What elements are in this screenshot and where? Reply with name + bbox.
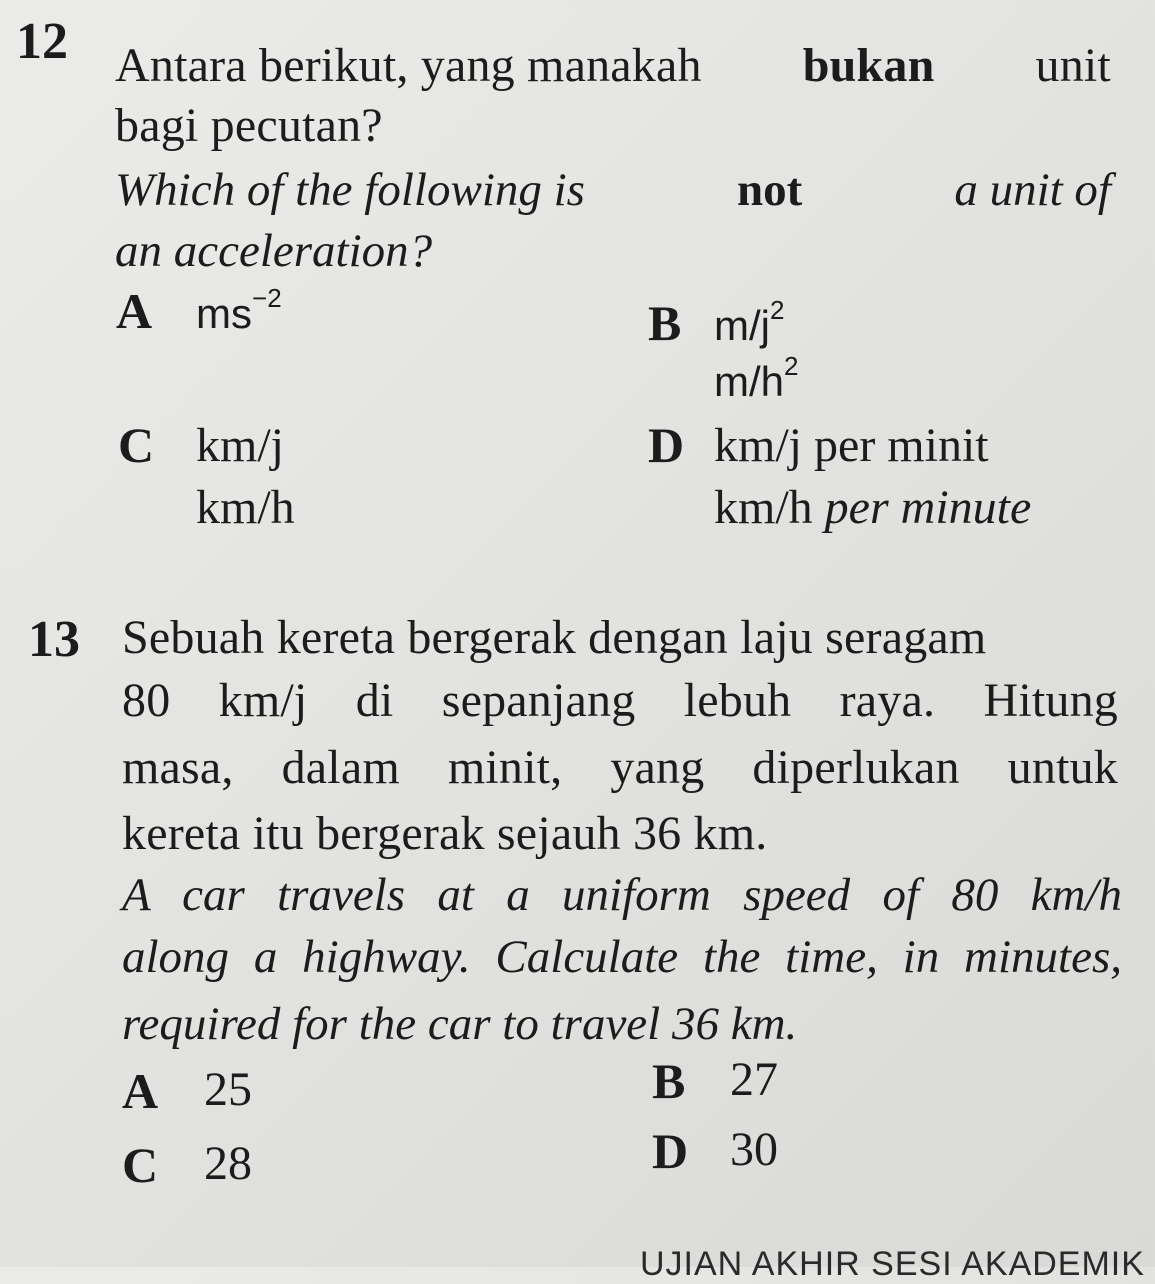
q12-en-text-post: a unit of xyxy=(954,164,1111,216)
question-12-malay-line-1 xyxy=(115,38,1111,93)
q12-option-d-malay: km/j per minit xyxy=(714,419,989,472)
q12-option-a-base: ms xyxy=(196,290,252,337)
q12-option-b-en-base: m/h xyxy=(714,358,785,405)
question-13-english-line-3: required for the car to travel 36 km. xyxy=(122,998,798,1050)
q12-option-b-letter: B xyxy=(648,295,682,351)
q13-option-c-value: 28 xyxy=(204,1137,252,1190)
exam-footer: UJIAN AKHIR SESI AKADEMIK xyxy=(640,1245,1145,1283)
question-12-malay-line-2: bagi pecutan? xyxy=(115,99,383,152)
q12-en-emphasis: not xyxy=(737,164,803,216)
question-13-malay-line-1 xyxy=(122,610,1118,665)
q12-option-c-english: km/h xyxy=(196,481,295,534)
q12-option-a-exponent: −2 xyxy=(252,283,282,314)
q13-option-a-letter: A xyxy=(122,1063,159,1119)
q13-option-b-letter: B xyxy=(652,1053,686,1109)
question-12-english-line-2: an acceleration? xyxy=(115,225,433,277)
q12-ms-emphasis: bukan xyxy=(802,39,935,92)
question-13-malay-line-3: masa, dalam minit, yang diperlukan untuk xyxy=(122,741,1118,794)
q12-en-text-pre: Which of the following is xyxy=(115,164,585,216)
q13-option-d-value: 30 xyxy=(730,1123,778,1176)
question-12-number: 12 xyxy=(16,13,68,70)
q12-ms-text-post: unit xyxy=(1035,39,1111,92)
q12-option-b-ms-exponent: 2 xyxy=(770,295,785,326)
question-13-english-line-1: A car travels at a uniform speed of 80 km/h xyxy=(122,869,1122,921)
q13-option-c-letter: C xyxy=(122,1137,159,1193)
q12-ms-text-pre: Antara berikut, yang manakah xyxy=(115,39,702,92)
question-13-number: 13 xyxy=(28,611,80,668)
question-13-english-line-2: along a highway. Calculate the time, in minutes, xyxy=(122,931,1122,983)
q13-option-b-value: 27 xyxy=(730,1053,778,1106)
q12-option-a-value xyxy=(196,283,282,338)
q12-option-d-english xyxy=(714,480,1031,535)
q12-option-b-english xyxy=(714,351,799,406)
q12-option-d-letter: D xyxy=(648,417,685,473)
q13-option-a-value: 25 xyxy=(204,1063,252,1116)
q13-option-d-letter: D xyxy=(652,1123,689,1179)
q12-option-b-malay xyxy=(714,295,785,350)
q12-option-c-malay: km/j xyxy=(196,419,285,472)
question-13-malay-line-2: 80 km/j di sepanjang lebuh raya. Hitung xyxy=(122,674,1118,727)
q12-option-d-en-unit: km/h xyxy=(714,481,813,534)
q13-ms-line-1-text: Sebuah kereta bergerak dengan laju seragam xyxy=(122,611,987,664)
question-13-malay-line-4: kereta itu bergerak sejauh 36 km. xyxy=(122,807,768,860)
question-12-english-line-1 xyxy=(115,163,1111,217)
q12-option-b-ms-base: m/j xyxy=(714,302,770,349)
q12-option-a-letter: A xyxy=(116,283,153,339)
q12-option-b-en-exponent: 2 xyxy=(784,351,799,382)
q12-option-d-en-rest: per minute xyxy=(824,481,1032,534)
q12-option-c-letter: C xyxy=(118,417,155,473)
